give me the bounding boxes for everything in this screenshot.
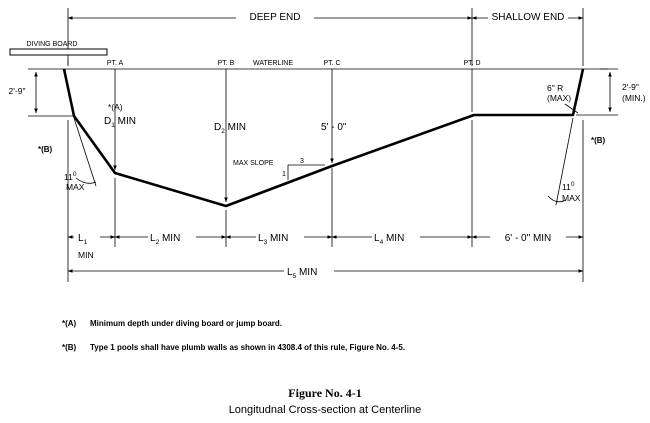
point-reference-lines (68, 69, 583, 282)
radius-max-label: (MAX) (547, 93, 572, 103)
left-depth-dimension (6, 69, 74, 116)
l5-label: $L_5$ MIN (287, 267, 318, 280)
right-angle-max: MAX (562, 193, 581, 203)
right-depth-min: (MIN.) (622, 93, 646, 103)
pt-c-label: PT. C (323, 60, 341, 67)
radius-label: 6" R (547, 83, 564, 93)
pool-floor-profile (64, 69, 583, 206)
slope-run: 3 (300, 158, 304, 165)
point-labels (67, 60, 481, 67)
diving-board-label: DIVING BOARD (26, 41, 78, 48)
right-depth-label: 2'-9" (622, 82, 639, 92)
wall-angle-left (38, 118, 96, 192)
pt-c-depth-label: 5' - 0" (321, 122, 347, 133)
note-b-text: Type 1 pools shall have plumb walls as shown in 4308.4 of this rule, Figure No. 4-5. (90, 343, 406, 352)
diving-board (10, 41, 107, 55)
max-slope-indicator (233, 158, 325, 180)
note-b-footnote-marker: *(B) (62, 343, 77, 352)
pt-d-label: PT. D (463, 60, 481, 67)
segment-length-dimensions (68, 230, 583, 260)
footnotes (62, 319, 405, 352)
wall-angle-right (548, 118, 606, 205)
right-depth-dimension (576, 69, 646, 115)
l4-label: $L_4$ MIN (374, 233, 405, 246)
right-angle-label: $11^0$ (562, 181, 575, 192)
waterline-label: WATERLINE (252, 60, 294, 67)
note-a-text: Minimum depth under diving board or jump board. (90, 319, 282, 328)
l2-label: $L_2$ MIN (150, 233, 181, 246)
overall-length-dimension (68, 263, 583, 280)
d2-min-label: $D_2$ MIN (214, 122, 246, 135)
depth-labels (104, 83, 578, 135)
pt-a-label: PT. A (106, 60, 124, 67)
l3-label: $L_3$ MIN (258, 233, 289, 246)
figure-title: Figure No. 4-1 (288, 386, 362, 400)
pt-b-label: PT. B (217, 60, 235, 67)
left-angle-label: $11^0$ (64, 171, 77, 182)
max-slope-label: MAX SLOPE (233, 160, 274, 167)
figure-caption (229, 386, 422, 416)
svg-text:I: I (67, 60, 69, 67)
left-wall-marker: *(B) (38, 145, 53, 154)
figure-subtitle: Longitudnal Cross-section at Centerline (228, 404, 422, 416)
slope-rise: 1 (282, 171, 286, 178)
note-a-marker: *(A) (108, 102, 123, 112)
d1-min-label: $D_1$ MIN (104, 116, 136, 129)
l1-min: MIN (78, 250, 94, 260)
deep-end-label: DEEP END (249, 12, 301, 23)
left-depth-label: 2'-9" (8, 86, 26, 96)
l6-label: 6' - 0" MIN (504, 233, 552, 244)
note-a-footnote-marker: *(A) (62, 319, 77, 328)
l1-label: $L_1$ (78, 233, 88, 246)
shallow-end-label: SHALLOW END (491, 12, 565, 23)
left-angle-max: MAX (66, 182, 85, 192)
right-wall-marker: *(B) (591, 136, 606, 145)
end-zone-dimension (68, 8, 583, 66)
